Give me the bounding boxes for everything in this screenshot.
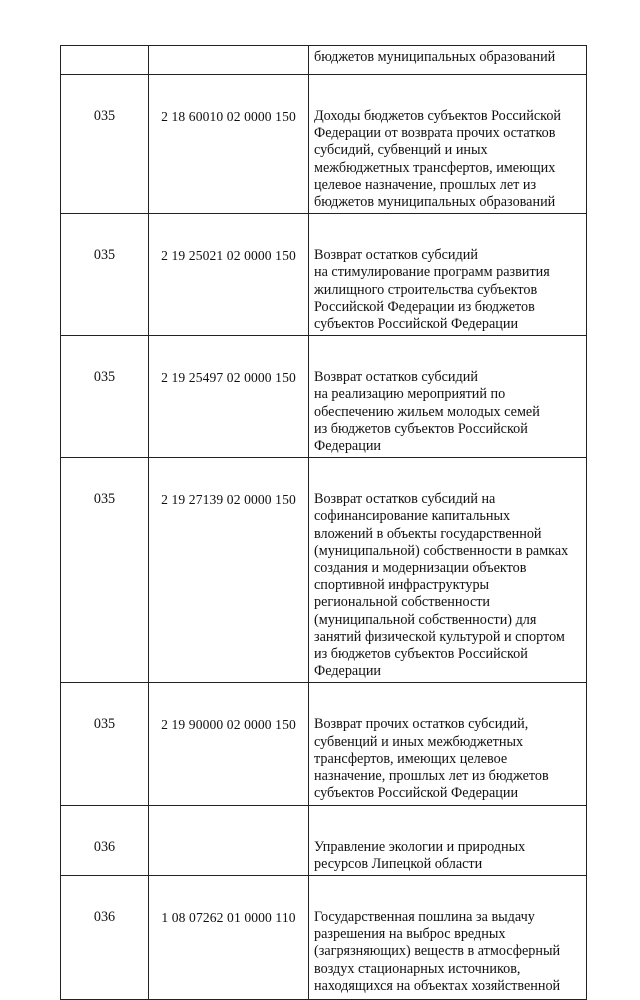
admin-code-cell: 035 xyxy=(61,214,149,336)
revenue-name-line: Управление экологии и природных xyxy=(314,838,526,855)
table-row xyxy=(61,336,587,458)
revenue-name-line: субъектов Российской Федерации xyxy=(314,785,519,802)
revenue-name-line: Федерации от возврата прочих остатков xyxy=(314,125,556,142)
revenue-name-line: на стимулирование программ развития xyxy=(314,264,550,281)
budget-code-cell: 2 19 90000 02 0000 150 xyxy=(149,683,309,805)
revenue-name-line: Возврат остатков субсидий xyxy=(314,247,478,264)
budget-code-cell: 2 19 25497 02 0000 150 xyxy=(149,336,309,458)
admin-code-cell: 036 xyxy=(61,805,149,875)
table-row xyxy=(61,458,587,683)
revenue-name-line: обеспечению жильем молодых семей xyxy=(314,403,540,420)
admin-code-cell xyxy=(61,46,149,75)
revenue-name-line: назначение, прошлых лет из бюджетов xyxy=(314,768,549,785)
revenue-name-line: Возврат остатков субсидий xyxy=(314,369,478,386)
revenue-name-line: Федерации xyxy=(314,663,382,680)
revenue-name-line: (загрязняющих) веществ в атмосферный xyxy=(314,943,561,960)
revenue-name-line: целевое назначение, прошлых лет из xyxy=(314,176,537,193)
revenue-name-cell xyxy=(309,75,587,214)
admin-code-cell: 036 xyxy=(61,875,149,999)
revenue-name-line: региональной собственности xyxy=(314,594,491,611)
revenue-name-cell xyxy=(309,875,587,999)
revenue-name-line: Федерации xyxy=(314,438,382,455)
revenue-name-line: бюджетов муниципальных образований xyxy=(314,49,556,65)
revenue-name-line: жилищного строительства субъектов xyxy=(314,281,538,298)
revenue-name-line: создания и модернизации объектов xyxy=(314,560,527,577)
budget-code-cell: 2 19 25021 02 0000 150 xyxy=(149,214,309,336)
revenue-name-line: из бюджетов субъектов Российской xyxy=(314,646,528,663)
revenue-name-line: вложений в объекты государственной xyxy=(314,525,542,542)
revenue-name-line: субвенций и иных межбюджетных xyxy=(314,733,524,750)
budget-codes-table xyxy=(60,45,587,1000)
budget-code-cell: 1 08 07262 01 0000 110 xyxy=(149,875,309,999)
revenue-name-line: Государственная пошлина за выдачу xyxy=(314,908,535,925)
revenue-name-line: субъектов Российской Федерации xyxy=(314,316,519,333)
revenue-name-line: трансфертов, имеющих целевое xyxy=(314,750,508,767)
revenue-name-cell xyxy=(309,805,587,875)
revenue-name-line: софинансирование капитальных xyxy=(314,508,511,525)
revenue-name-line: субсидий, субвенций и иных xyxy=(314,142,488,159)
revenue-name-line: занятий физической культурой и спортом xyxy=(314,628,565,645)
budget-code-cell xyxy=(149,805,309,875)
revenue-name-line: Российской Федерации из бюджетов xyxy=(314,298,535,315)
table-row xyxy=(61,75,587,214)
budget-code-cell xyxy=(149,46,309,75)
admin-code-cell: 035 xyxy=(61,75,149,214)
table-row xyxy=(61,214,587,336)
admin-code-cell: 035 xyxy=(61,336,149,458)
revenue-name-line: ресурсов Липецкой области xyxy=(314,855,483,872)
revenue-name-line: воздух стационарных источников, xyxy=(314,960,521,977)
budget-code-cell: 2 19 27139 02 0000 150 xyxy=(149,458,309,683)
budget-code-cell: 2 18 60010 02 0000 150 xyxy=(149,75,309,214)
table-row xyxy=(61,683,587,805)
revenue-name-line: Возврат прочих остатков субсидий, xyxy=(314,716,529,733)
revenue-name-line: из бюджетов субъектов Российской xyxy=(314,420,528,437)
revenue-name-cell xyxy=(309,214,587,336)
revenue-name-cell xyxy=(309,46,587,75)
admin-code-cell: 035 xyxy=(61,458,149,683)
revenue-name-line: находящихся на объектах хозяйственной xyxy=(314,977,561,994)
revenue-name-line: межбюджетных трансфертов, имеющих xyxy=(314,159,556,176)
revenue-name-line: бюджетов муниципальных образований xyxy=(314,194,556,211)
revenue-name-cell xyxy=(309,336,587,458)
revenue-name-line: (муниципальной) собственности в рамках xyxy=(314,542,569,559)
revenue-name-cell xyxy=(309,458,587,683)
revenue-name-cell xyxy=(309,683,587,805)
revenue-name-line: разрешения на выброс вредных xyxy=(314,926,506,943)
table-row xyxy=(61,46,587,75)
table-row xyxy=(61,805,587,875)
revenue-name-line: Доходы бюджетов субъектов Российской xyxy=(314,108,562,124)
revenue-name-line: на реализацию мероприятий по xyxy=(314,386,506,403)
revenue-name-line: (муниципальной собственности) для xyxy=(314,611,537,628)
revenue-name-line: спортивной инфраструктуры xyxy=(314,577,490,594)
table-row xyxy=(61,875,587,999)
admin-code-cell: 035 xyxy=(61,683,149,805)
revenue-name-line: Возврат остатков субсидий на xyxy=(314,491,496,508)
